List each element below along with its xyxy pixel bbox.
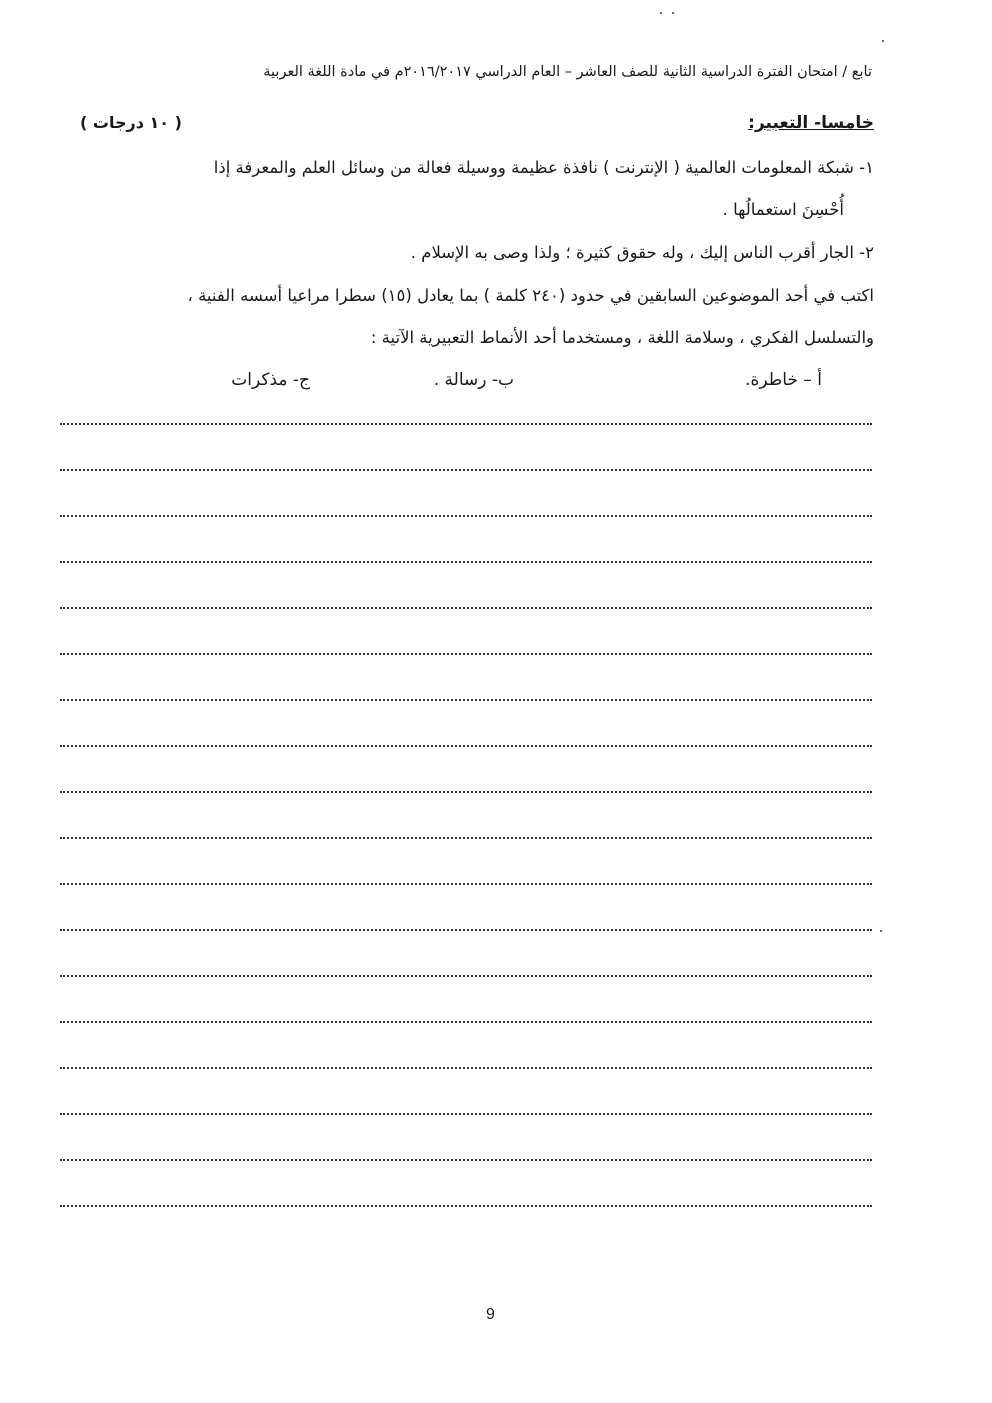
section-title: خامسا- التعبير:: [748, 113, 874, 133]
answer-line[interactable]: [60, 1205, 872, 1207]
answer-line[interactable]: [60, 607, 872, 609]
answer-line[interactable]: [60, 1113, 872, 1115]
answer-line[interactable]: [60, 1067, 872, 1069]
answer-line[interactable]: [60, 561, 872, 563]
topic-1-line-1: ١- شبكة المعلومات العالمية ( الإنترنت ) نافذة عظيمة ووسيلة فعالة من وسائل العلم والمعرفة إذا: [213, 158, 874, 177]
scan-speck: [660, 12, 662, 14]
section-marks: ( ١٠ درجات ): [80, 113, 182, 132]
answer-line[interactable]: [60, 515, 872, 517]
page-number: 9: [486, 1306, 495, 1323]
answer-line[interactable]: [60, 699, 872, 701]
answer-line[interactable]: [60, 653, 872, 655]
answer-line[interactable]: [60, 837, 872, 839]
topic-1-line-2: أُحْسِنَ استعمالُها .: [722, 200, 844, 219]
option-c: ج- مذكرات: [231, 370, 310, 390]
instructions-line-1: اكتب في أحد الموضوعين السابقين في حدود (٢٤٠ كلمة ) بما يعادل (١٥) سطرا مراعيا أسسه الفنية ،: [187, 286, 874, 305]
topic-2: ٢- الجار أقرب الناس إليك ، وله حقوق كثيرة ؛ ولذا وصى به الإسلام .: [410, 243, 874, 262]
exam-header: تابع / امتحان الفترة الدراسية الثانية للصف العاشر – العام الدراسي ٢٠١٦/٢٠١٧م في مادة اللغة العربية: [263, 64, 872, 80]
option-b: ب- رسالة .: [433, 370, 514, 390]
answer-line[interactable]: [60, 1159, 872, 1161]
scan-speck: [880, 930, 882, 932]
instructions-line-2: والتسلسل الفكري ، وسلامة اللغة ، ومستخدما أحد الأنماط التعبيرية الآتية :: [370, 328, 874, 347]
option-a: أ – خاطرة.: [745, 370, 822, 390]
answer-line[interactable]: [60, 469, 872, 471]
answer-line[interactable]: [60, 1021, 872, 1023]
scan-speck: [882, 40, 884, 42]
scan-speck: [672, 12, 674, 14]
answer-line[interactable]: [60, 791, 872, 793]
answer-line[interactable]: [60, 745, 872, 747]
answer-line[interactable]: [60, 423, 872, 425]
answer-line[interactable]: [60, 883, 872, 885]
answer-line[interactable]: [60, 975, 872, 977]
answer-line[interactable]: [60, 929, 872, 931]
